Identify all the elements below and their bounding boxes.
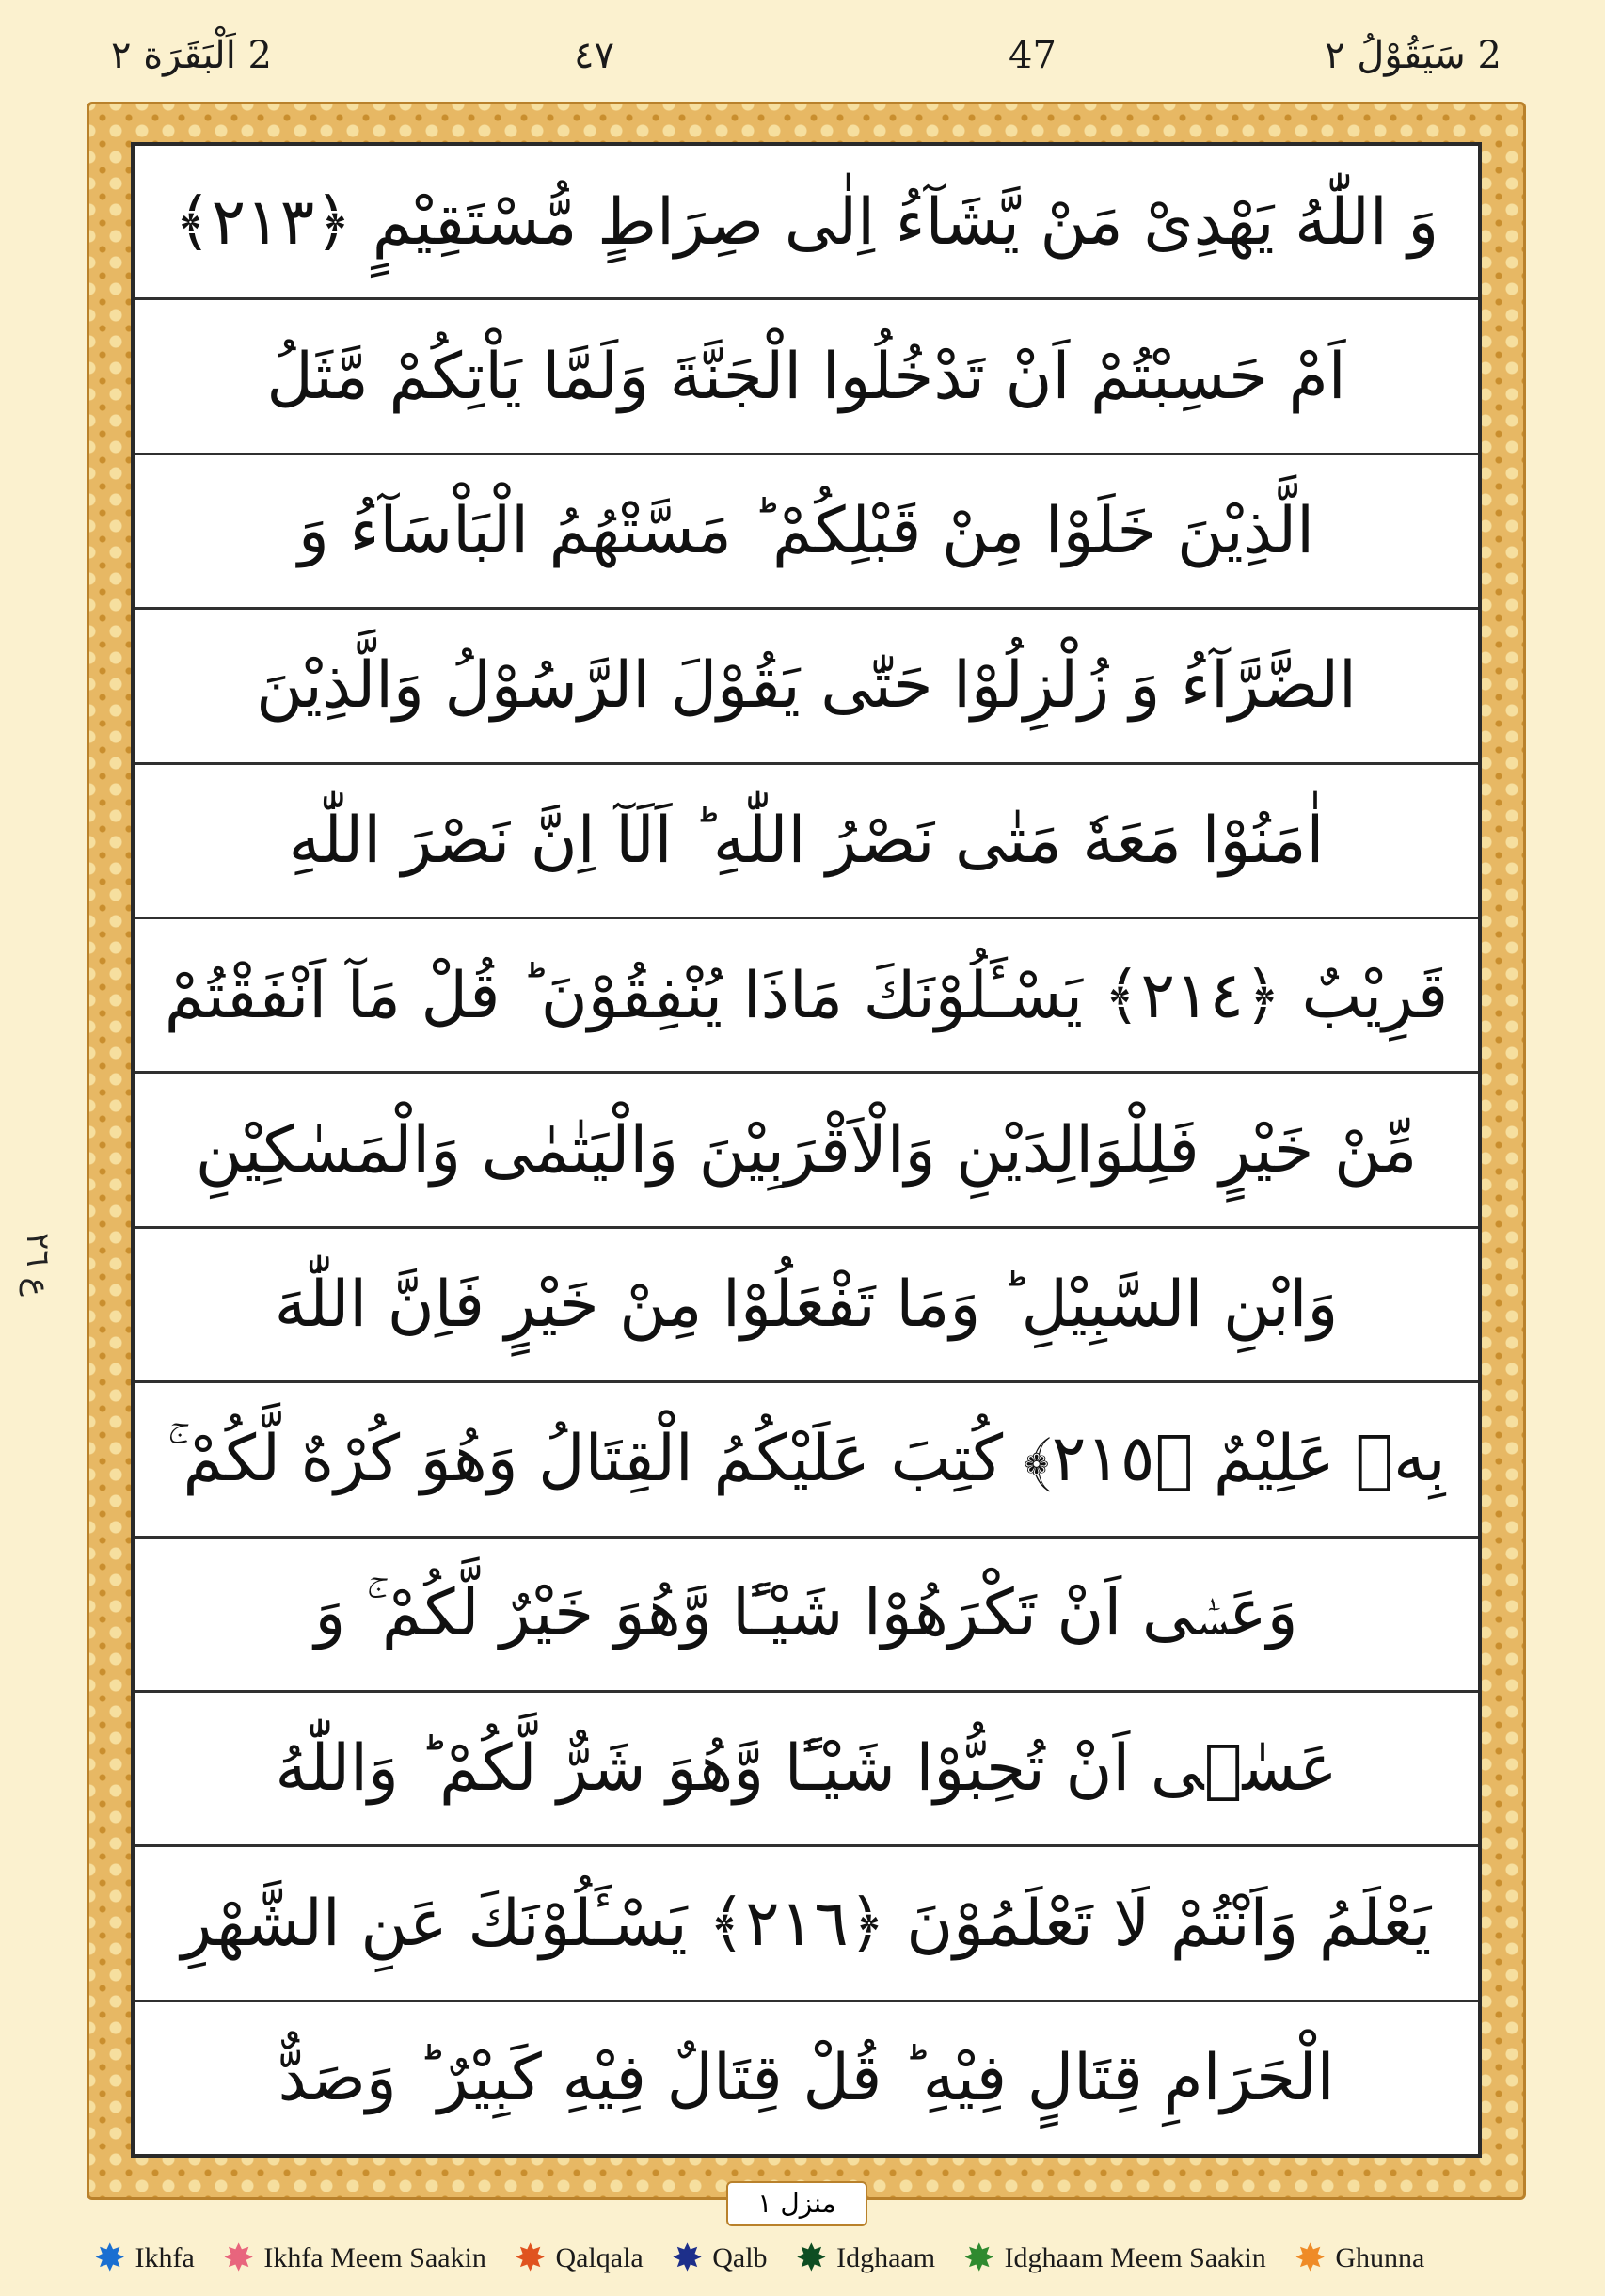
verse-line-text: الْحَرَامِ قِتَالٍ فِيْهِ ؕ قُلْ قِتَالٌ فِيْهِ كَبِيْرٌ ؕ وَصَدٌّ: [278, 2040, 1335, 2115]
verse-line: [135, 919, 1478, 1074]
text-panel: [131, 142, 1482, 2158]
asterisk-icon: ✸: [1294, 2237, 1327, 2280]
verse-lines: [135, 146, 1478, 2154]
legend-item: [795, 2237, 936, 2280]
verse-line: [135, 1383, 1478, 1538]
verse-line: [135, 1539, 1478, 1693]
legend-item: [222, 2237, 486, 2280]
verse-line: [135, 2002, 1478, 2154]
legend-item: [963, 2237, 1266, 2280]
verse-line: [135, 765, 1478, 919]
verse-line: [135, 1074, 1478, 1228]
verse-line-text: عَسٰۤى اَنْ تُحِبُّوْا شَيْـًٔا وَّهُوَ شَرٌّ لَّكُمْ ؕ وَاللّٰهُ: [275, 1731, 1338, 1807]
verse-line-text: يَعْلَمُ وَاَنْتُمْ لَا تَعْلَمُوْنَ ﴿٢١٦﴾ يَسْـَٔلُوْنَكَ عَنِ الشَّهْرِ: [181, 1886, 1432, 1961]
verse-line: [135, 300, 1478, 454]
verse-line-text: اٰمَنُوْا مَعَهٗ مَتٰى نَصْرُ اللّٰهِ ؕ اَلَآ اِنَّ نَصْرَ اللّٰهِ: [288, 803, 1325, 878]
verse-line: [135, 146, 1478, 300]
verse-line-text: وَعَسٰۤى اَنْ تَكْرَهُوْا شَيْـًٔا وَّهُوَ خَيْرٌ لَّكُمْ ۚ وَ: [314, 1576, 1298, 1651]
verse-line-text: اَمْ حَسِبْتُمْ اَنْ تَدْخُلُوا الْجَنَّةَ وَلَمَّا يَاْتِكُمْ مَّثَلُ: [266, 339, 1346, 414]
verse-line: [135, 455, 1478, 610]
page-number-arabic: ٤٧: [574, 34, 614, 77]
legend-item: [1294, 2237, 1425, 2280]
asterisk-icon: ✸: [795, 2237, 828, 2280]
verse-line-text: وَابْنِ السَّبِيْلِ ؕ وَمَا تَفْعَلُوْا مِنْ خَيْرٍ فَاِنَّ اللّٰهَ: [274, 1267, 1339, 1342]
legend-label: Idghaam: [836, 2242, 936, 2273]
verse-line-text: مِّنْ خَيْرٍ فَلِلْوَالِدَيْنِ وَالْاَقْرَبِيْنَ وَالْيَتٰمٰى وَالْمَسٰكِيْنِ: [195, 1112, 1418, 1188]
legend-label: Qalb: [712, 2242, 768, 2273]
legend-label: Qalqala: [555, 2242, 644, 2273]
verse-line-text: قَرِيْبٌ ﴿٢١٤﴾ يَسْـَٔلُوْنَكَ مَاذَا يُنْفِقُوْنَ ؕ قُلْ مَآ اَنْفَقْتُمْ: [164, 958, 1449, 1033]
verse-line-text: بِهٖ عَلِيْمٌ ﴿٢١٥﴾ كُتِبَ عَلَيْكُمُ الْقِتَالُ وَهُوَ كُرْهٌ لَّكُمْ ۚ: [167, 1421, 1446, 1496]
page-header: [0, 34, 1605, 102]
asterisk-icon: ✸: [671, 2237, 704, 2280]
legend-label: Ghunna: [1335, 2242, 1425, 2273]
verse-line-text: الضَّرَّآءُ وَ زُلْزِلُوْا حَتّٰى يَقُوْلَ الرَّسُوْلُ وَالَّذِيْنَ: [256, 648, 1357, 724]
surah-name: 2 اَلْبَقَرَة ٢: [111, 34, 272, 77]
legend-label: Ikhfa: [135, 2242, 195, 2273]
asterisk-icon: ✸: [94, 2237, 126, 2280]
asterisk-icon: ✸: [222, 2237, 255, 2280]
legend-item: [94, 2237, 195, 2280]
ruku-mark: ع ٢٦: [19, 1233, 56, 1297]
legend-label: Idghaam Meem Saakin: [1004, 2242, 1266, 2273]
asterisk-icon: ✸: [514, 2237, 547, 2280]
juz-name: 2 سَيَقُوْلُ ٢: [1325, 34, 1502, 77]
ornamental-border: [87, 102, 1526, 2200]
legend-label: Ikhfa Meem Saakin: [263, 2242, 486, 2273]
verse-line: [135, 610, 1478, 764]
verse-line-text: الَّذِيْنَ خَلَوْا مِنْ قَبْلِكُمْ ؕ مَسَّتْهُمُ الْبَاْسَآءُ وَ: [298, 493, 1314, 568]
verse-line-text: وَ اللّٰهُ يَهْدِىْ مَنْ يَّشَآءُ اِلٰى صِرَاطٍ مُّسْتَقِيْمٍ ﴿٢١٣﴾: [173, 184, 1439, 260]
tajweed-legend: [94, 2237, 1425, 2280]
verse-line: [135, 1693, 1478, 1847]
legend-item: [514, 2237, 644, 2280]
legend-item: [671, 2237, 768, 2280]
asterisk-icon: ✸: [963, 2237, 995, 2280]
verse-line: [135, 1229, 1478, 1383]
manzil-label: منزل ١: [726, 2181, 867, 2226]
page-number: 47: [1009, 34, 1057, 77]
verse-line: [135, 1847, 1478, 2001]
